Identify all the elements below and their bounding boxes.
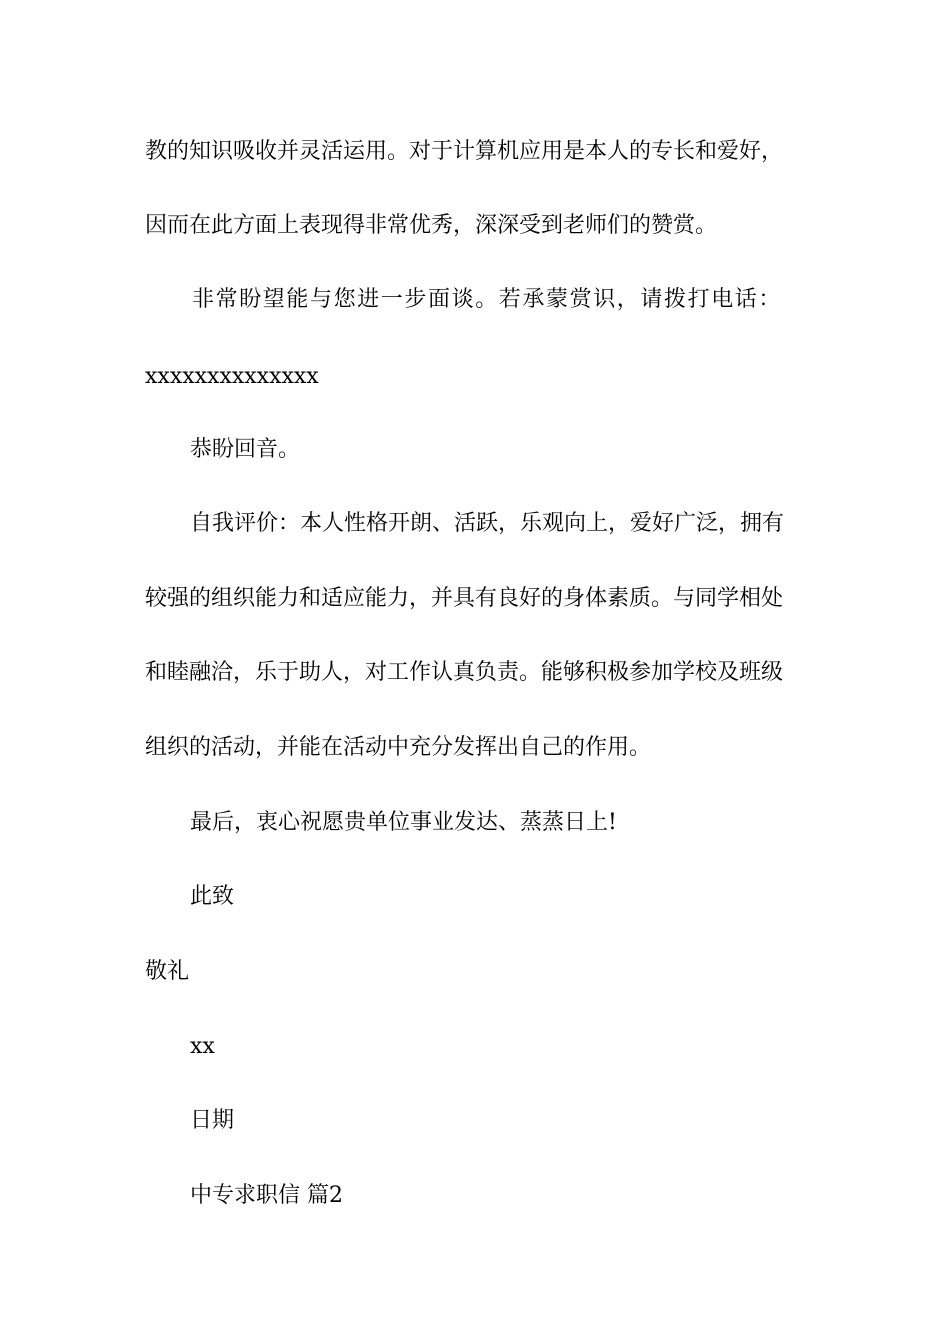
final-wishes-line: 最后，衷心祝愿贵单位事业发达、蒸蒸日上! — [190, 810, 617, 835]
self-evaluation-line: 自我评价：本人性格开朗、活跃，乐观向上，爱好广泛，拥有 — [190, 511, 785, 536]
body-text-line: 非常盼望能与您进一步面谈。若承蒙赏识，请拨打电话： — [192, 287, 783, 312]
salutation-cizhi: 此致 — [190, 884, 235, 909]
self-evaluation-line: 较强的组织能力和适应能力，并具有良好的身体素质。与同学相处 — [145, 586, 784, 611]
signature-name: xx — [190, 1034, 215, 1059]
body-text-line: 因而在此方面上表现得非常优秀，深深受到老师们的赞赏。 — [145, 213, 718, 238]
self-evaluation-line: 组织的活动，并能在活动中充分发挥出自己的作用。 — [145, 735, 652, 760]
signature-date: 日期 — [190, 1108, 235, 1133]
self-evaluation-line: 和睦融洽，乐于助人，对工作认真负责。能够积极参加学校及班级 — [145, 660, 784, 685]
body-text-line: 教的知识吸收并灵活运用。对于计算机应用是本人的专长和爱好， — [145, 139, 784, 164]
phone-number-placeholder: xxxxxxxxxxxxxx — [145, 364, 319, 389]
section-heading: 中专求职信 篇2 — [190, 1183, 343, 1208]
closing-remark: 恭盼回音。 — [190, 437, 301, 462]
salutation-jingli: 敬礼 — [145, 959, 190, 984]
